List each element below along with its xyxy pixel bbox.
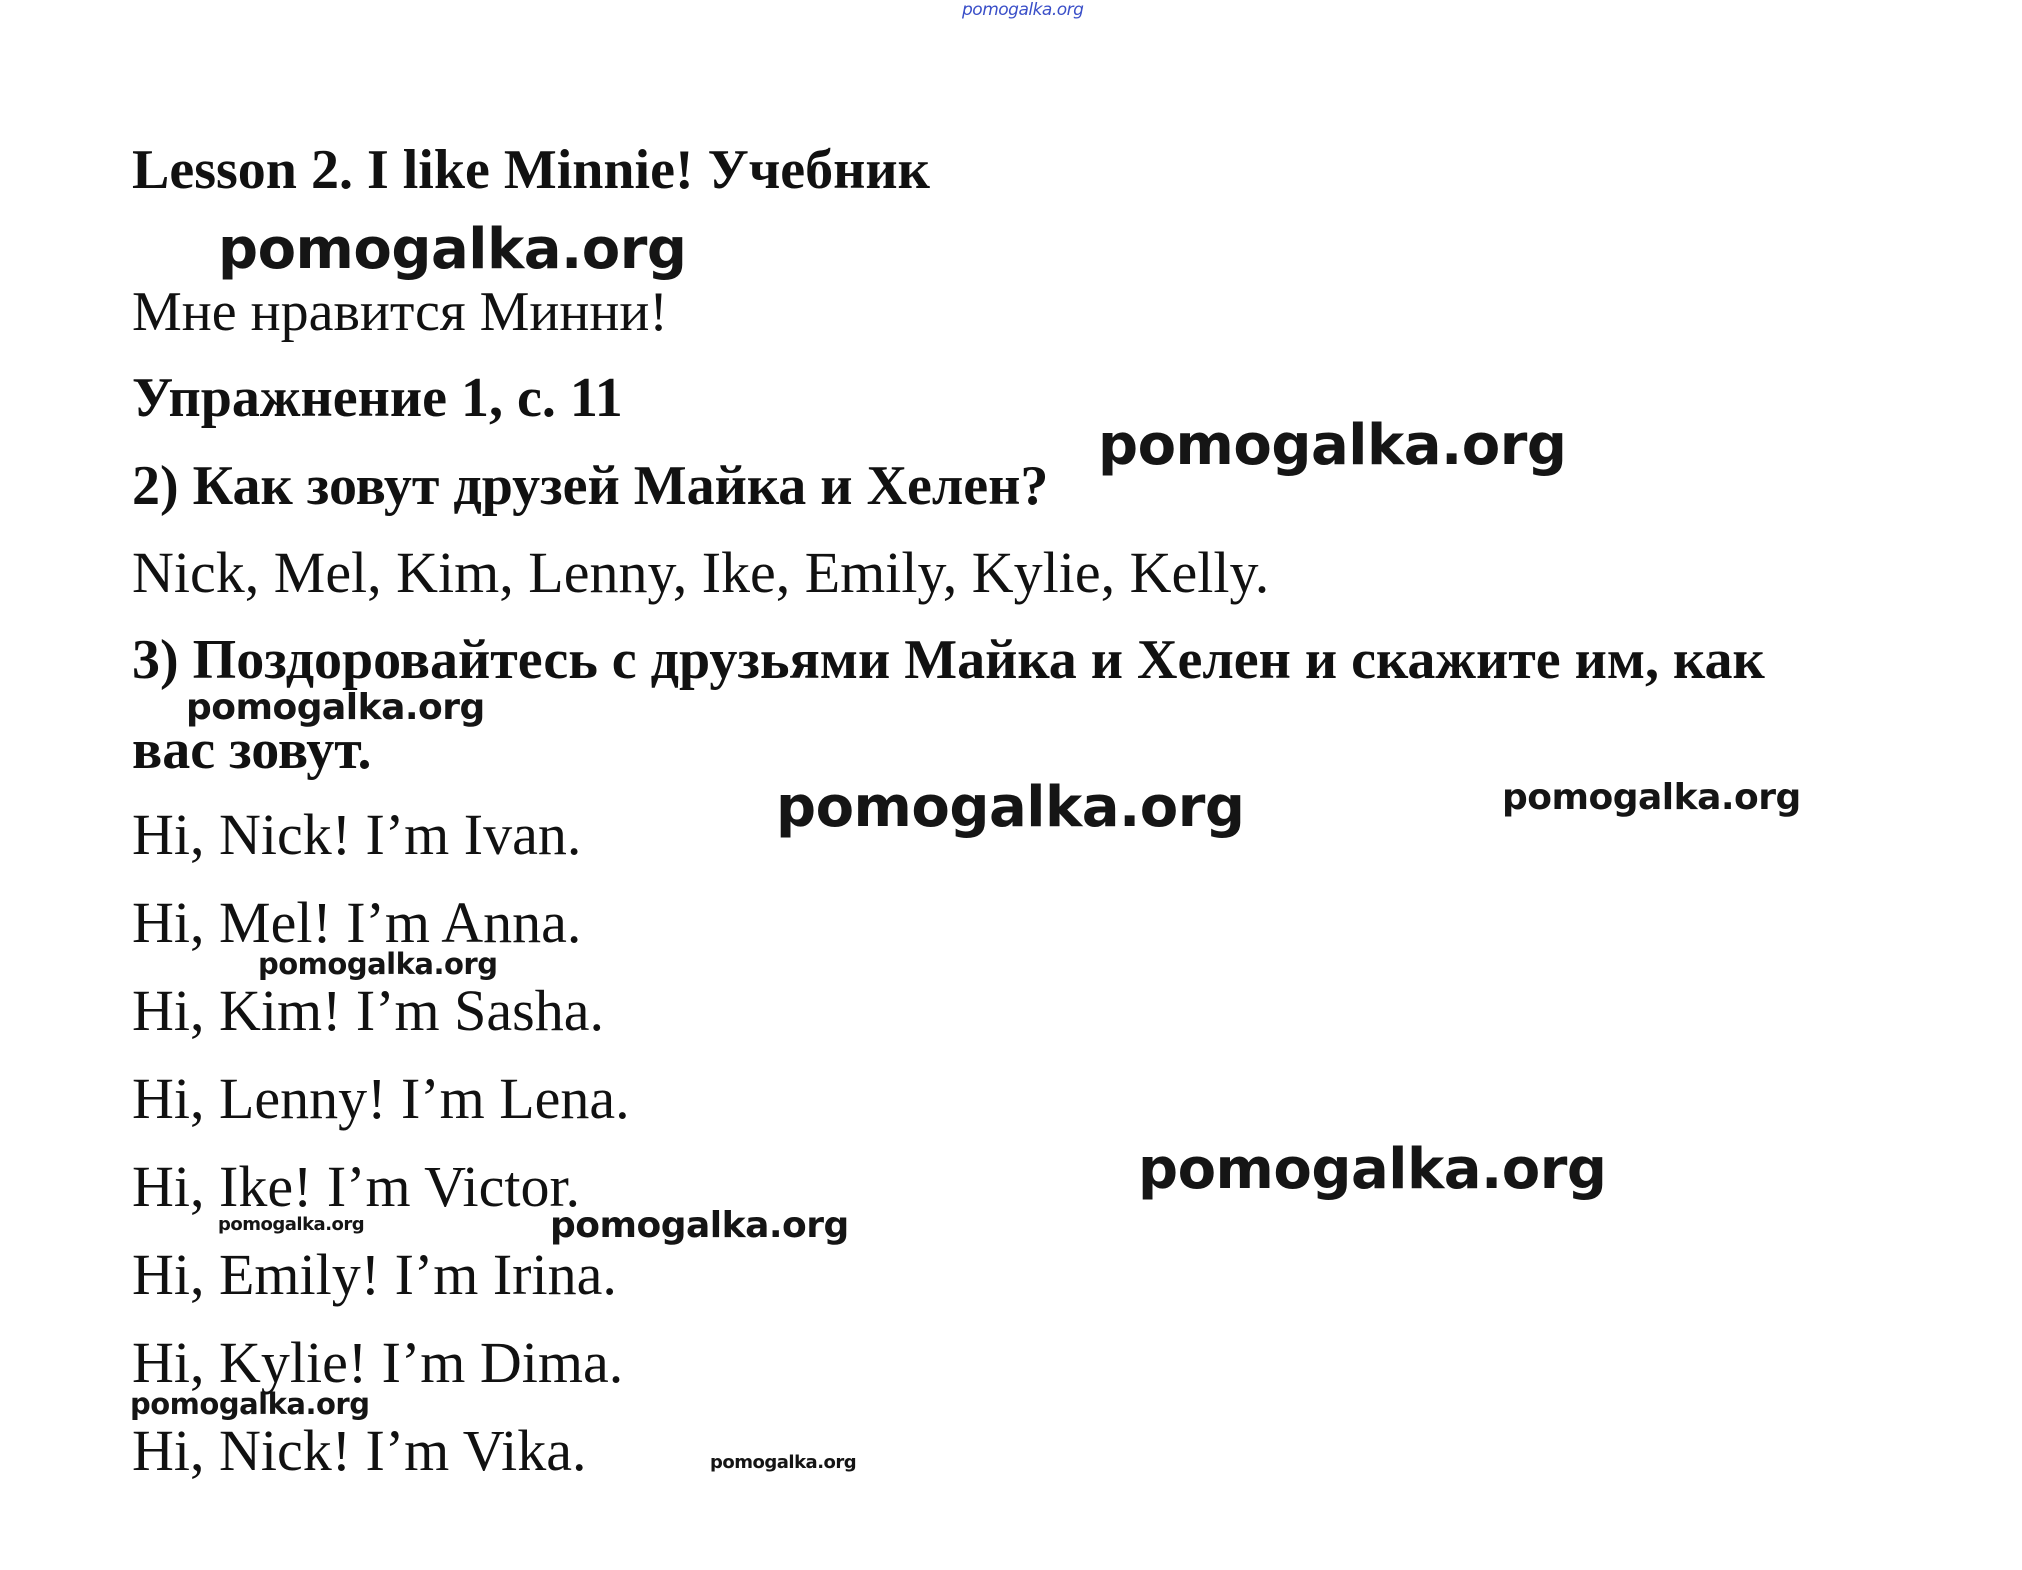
watermark: pomogalka.org [130, 1387, 370, 1421]
question-3-line-2: вас зовут. [132, 719, 372, 781]
watermark: pomogalka.org [1502, 777, 1801, 818]
answer-line: Hi, Mel! I’m Anna. [132, 890, 582, 955]
watermark: pomogalka.org [776, 775, 1245, 840]
question-2: 2) Как зовут друзей Майка и Хелен? [132, 455, 1049, 517]
watermark: pomogalka.org [550, 1205, 849, 1246]
top-watermark: pomogalka.org [962, 0, 1084, 20]
answer-line: Hi, Emily! I’m Irina. [132, 1242, 617, 1307]
answer-line: Hi, Lenny! I’m Lena. [132, 1066, 630, 1131]
answer-line: Hi, Kylie! I’m Dima. [132, 1330, 624, 1395]
watermark: pomogalka.org [1138, 1137, 1607, 1202]
answer-line: Hi, Kim! I’m Sasha. [132, 978, 604, 1043]
watermark: pomogalka.org [218, 217, 687, 282]
lesson-subtitle: Мне нравится Минни! [132, 281, 668, 343]
watermark: pomogalka.org [186, 687, 485, 728]
answer-line: Hi, Nick! I’m Vika. [132, 1418, 587, 1483]
answer-2: Nick, Mel, Kim, Lenny, Ike, Emily, Kylie, Kelly. [132, 540, 1270, 605]
answer-line: Hi, Ike! I’m Victor. [132, 1154, 581, 1219]
watermark: pomogalka.org [710, 1452, 857, 1473]
exercise-heading: Упражнение 1, с. 11 [132, 367, 623, 429]
watermark: pomogalka.org [1098, 413, 1567, 478]
watermark: pomogalka.org [258, 947, 498, 981]
answer-line: Hi, Nick! I’m Ivan. [132, 802, 582, 867]
watermark: pomogalka.org [218, 1214, 365, 1235]
lesson-title: Lesson 2. I like Minnie! Учебник [132, 139, 930, 201]
question-3-line-1: 3) Поздоровайтесь с друзьями Майка и Хелен и скажите им, как [132, 629, 1765, 691]
